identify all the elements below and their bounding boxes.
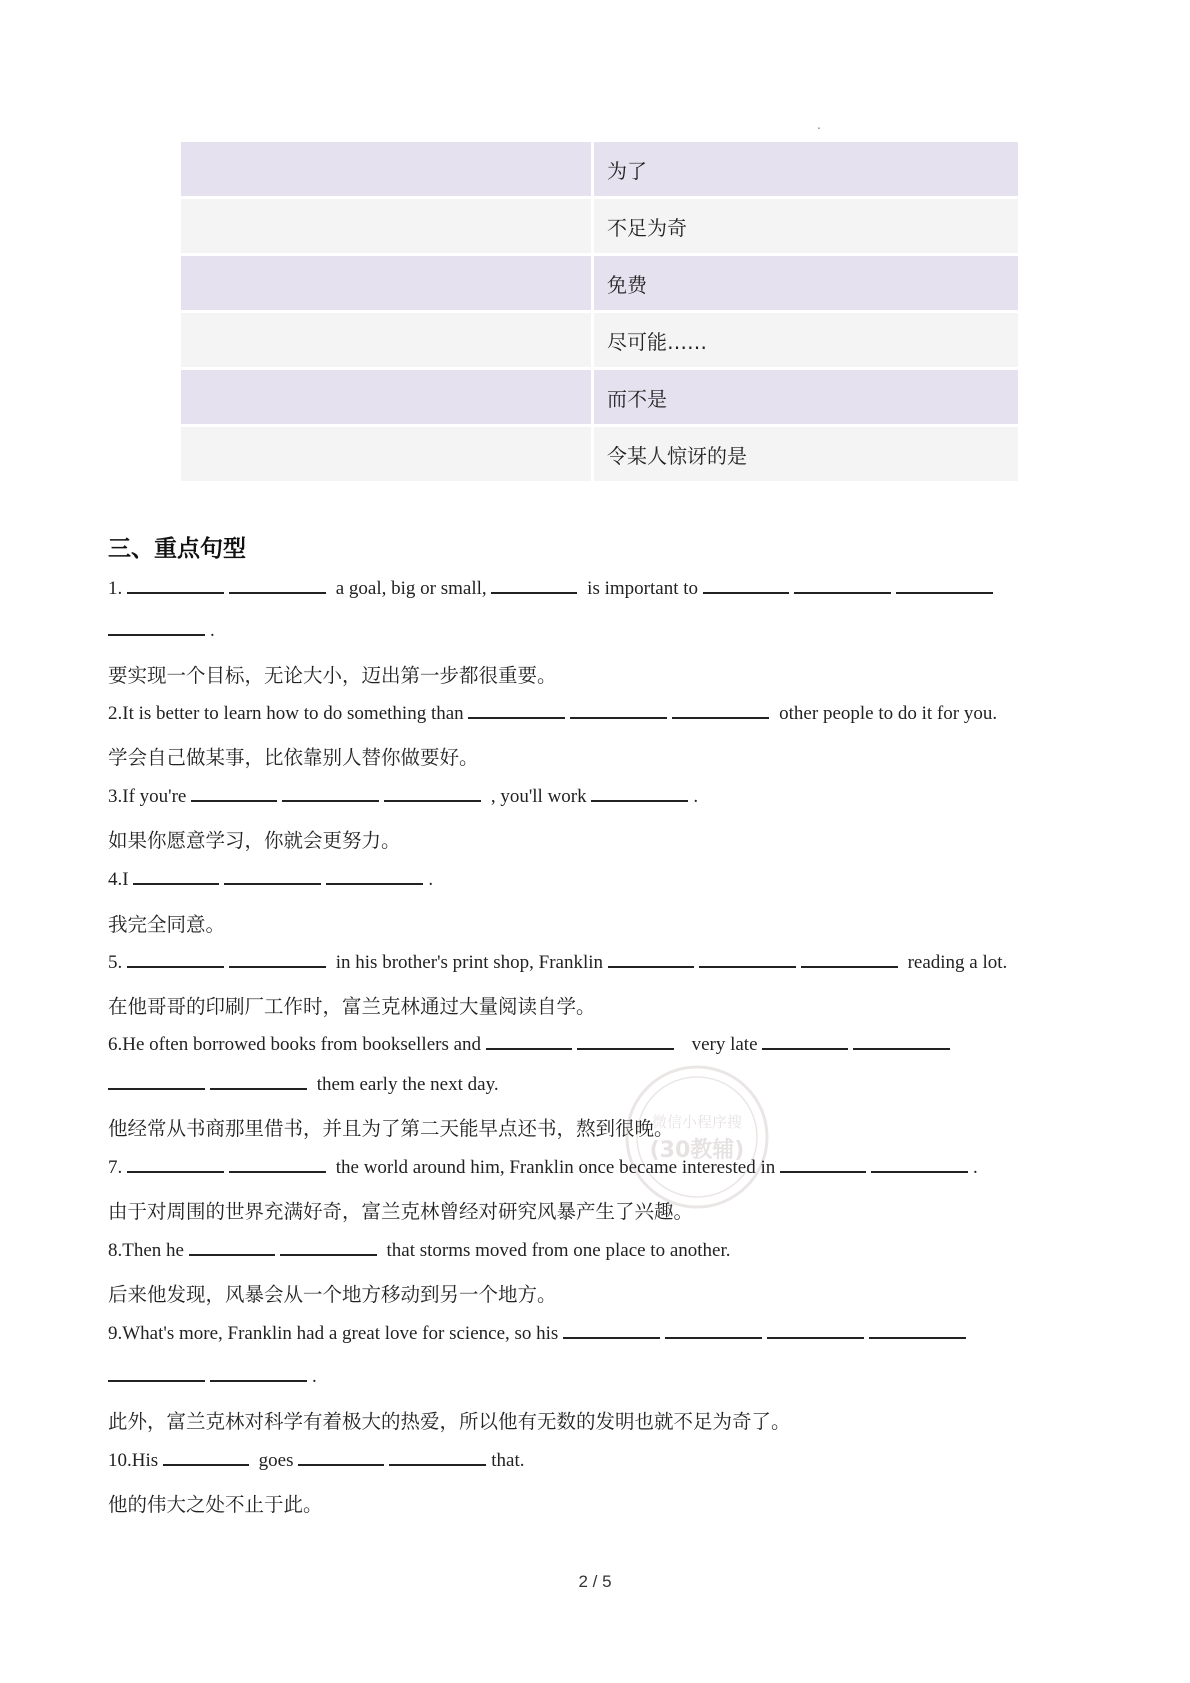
answer-blank[interactable]: [871, 1170, 968, 1173]
translation-2: 学会自己做某事，比依靠别人替你做要好。: [108, 746, 479, 769]
question-1-cont: [108, 620, 215, 642]
answer-blank[interactable]: [191, 799, 277, 802]
answer-blank[interactable]: [163, 1463, 249, 1466]
question-8: [108, 1240, 731, 1262]
question-6: [108, 1034, 955, 1056]
translation-5: 在他哥哥的印刷厂工作时，富兰克林通过大量阅读自学。: [108, 995, 596, 1018]
answer-blank[interactable]: [210, 1379, 307, 1382]
period: .: [210, 620, 215, 641]
question-text: 9.What's more, Franklin had a great love for science, so his: [108, 1323, 559, 1344]
question-5: [108, 952, 1007, 974]
watermark-seal: [622, 1062, 772, 1212]
answer-blank[interactable]: [896, 591, 993, 594]
question-text: goes: [258, 1450, 294, 1471]
period: .: [973, 1157, 978, 1178]
answer-blank[interactable]: [108, 1379, 205, 1382]
answer-cell: [181, 312, 593, 369]
answer-blank[interactable]: [703, 591, 789, 594]
translation-4: 我完全同意。: [108, 913, 226, 936]
table-row: [181, 255, 1018, 312]
question-10: [108, 1450, 524, 1472]
answer-blank[interactable]: [108, 1087, 205, 1090]
answer-blank[interactable]: [468, 716, 565, 719]
watermark-text: 微信小程序搜: [651, 1113, 743, 1131]
answer-blank[interactable]: [229, 591, 326, 594]
translation-6: 他经常从书商那里借书，并且为了第二天能早点还书，熬到很晚。: [108, 1117, 674, 1140]
question-9-cont: [108, 1366, 317, 1388]
page-number: 2 / 5: [578, 1572, 612, 1591]
question-text: very late: [691, 1034, 758, 1055]
question-text: that storms moved from one place to another.: [386, 1240, 731, 1261]
question-9: [108, 1323, 971, 1345]
answer-blank[interactable]: [280, 1253, 377, 1256]
question-1: [108, 578, 998, 600]
translation-10: 他的伟大之处不止于此。: [108, 1493, 323, 1516]
section-heading: 三、重点句型: [108, 536, 246, 562]
question-text: them early the next day.: [316, 1074, 499, 1095]
answer-blank[interactable]: [853, 1047, 950, 1050]
answer-blank[interactable]: [384, 799, 481, 802]
question-text: 2.It is better to learn how to do something than: [108, 703, 464, 724]
question-number: 5.: [108, 952, 123, 973]
answer-blank[interactable]: [570, 716, 667, 719]
answer-blank[interactable]: [491, 591, 577, 594]
stray-dot: .: [817, 118, 821, 132]
table-row: [181, 142, 1018, 198]
answer-blank[interactable]: [229, 965, 326, 968]
answer-blank[interactable]: [801, 965, 898, 968]
answer-blank[interactable]: [326, 882, 423, 885]
table-row: [181, 369, 1018, 426]
answer-cell: [181, 426, 593, 483]
question-6-cont: [108, 1074, 499, 1096]
answer-blank[interactable]: [127, 1170, 224, 1173]
table-row: [181, 312, 1018, 369]
table-row: [181, 426, 1018, 483]
answer-blank[interactable]: [389, 1463, 486, 1466]
meaning-cell: 不足为奇: [593, 198, 1019, 255]
answer-blank[interactable]: [608, 965, 694, 968]
question-text: that.: [491, 1450, 525, 1471]
answer-blank[interactable]: [672, 716, 769, 719]
question-3: [108, 786, 698, 808]
translation-1: 要实现一个目标，无论大小，迈出第一步都很重要。: [108, 664, 557, 687]
answer-blank[interactable]: [282, 799, 379, 802]
answer-blank[interactable]: [210, 1087, 307, 1090]
question-2: [108, 703, 997, 725]
meaning-cell: 免费: [593, 255, 1019, 312]
answer-blank[interactable]: [794, 591, 891, 594]
answer-blank[interactable]: [767, 1336, 864, 1339]
answer-blank[interactable]: [869, 1336, 966, 1339]
answer-blank[interactable]: [127, 591, 224, 594]
answer-cell: [181, 369, 593, 426]
answer-blank[interactable]: [298, 1463, 384, 1466]
answer-blank[interactable]: [665, 1336, 762, 1339]
question-text: a goal, big or small,: [335, 578, 487, 599]
watermark-text: (30教辅): [649, 1138, 745, 1163]
answer-blank[interactable]: [133, 882, 219, 885]
period: .: [312, 1366, 317, 1387]
answer-blank[interactable]: [127, 965, 224, 968]
answer-cell: [181, 142, 593, 198]
question-number: 7.: [108, 1157, 123, 1178]
question-text: 8.Then he: [108, 1240, 184, 1261]
answer-blank[interactable]: [780, 1170, 866, 1173]
answer-blank[interactable]: [577, 1047, 674, 1050]
question-text: other people to do it for you.: [779, 703, 998, 724]
meaning-cell: 令某人惊讶的是: [593, 426, 1019, 483]
question-7: [108, 1157, 978, 1179]
translation-8: 后来他发现，风暴会从一个地方移动到另一个地方。: [108, 1283, 557, 1306]
answer-blank[interactable]: [224, 882, 321, 885]
question-text: , you'll work: [490, 786, 587, 807]
question-4: [108, 869, 433, 891]
question-text: in his brother's print shop, Franklin: [335, 952, 604, 973]
question-text: 10.His: [108, 1450, 159, 1471]
answer-blank[interactable]: [699, 965, 796, 968]
meaning-cell: 尽可能……: [593, 312, 1019, 369]
answer-blank[interactable]: [591, 799, 688, 802]
translation-9: 此外，富兰克林对科学有着极大的热爱，所以他有无数的发明也就不足为奇了。: [108, 1410, 791, 1433]
answer-blank[interactable]: [486, 1047, 572, 1050]
translation-7: 由于对周围的世界充满好奇，富兰克林曾经对研究风暴产生了兴趣。: [108, 1200, 694, 1223]
answer-blank[interactable]: [229, 1170, 326, 1173]
question-text: 4.I: [108, 869, 129, 890]
question-text: 6.He often borrowed books from booksellers and: [108, 1034, 482, 1055]
answer-cell: [181, 198, 593, 255]
translation-3: 如果你愿意学习，你就会更努力。: [108, 829, 401, 852]
answer-cell: [181, 255, 593, 312]
question-text: is important to: [587, 578, 698, 599]
answer-blank[interactable]: [189, 1253, 275, 1256]
answer-blank[interactable]: [762, 1047, 848, 1050]
meaning-cell: 而不是: [593, 369, 1019, 426]
phrase-table: [181, 142, 1018, 484]
meaning-cell: 为了: [593, 142, 1019, 198]
period: .: [693, 786, 699, 807]
table-row: [181, 198, 1018, 255]
question-text: reading a lot.: [907, 952, 1008, 973]
question-text: the world around him, Franklin once became interested in: [335, 1157, 776, 1178]
answer-blank[interactable]: [108, 633, 205, 636]
period: .: [428, 869, 434, 890]
question-number: 1.: [108, 578, 123, 599]
question-text: 3.If you're: [108, 786, 187, 807]
answer-blank[interactable]: [563, 1336, 660, 1339]
